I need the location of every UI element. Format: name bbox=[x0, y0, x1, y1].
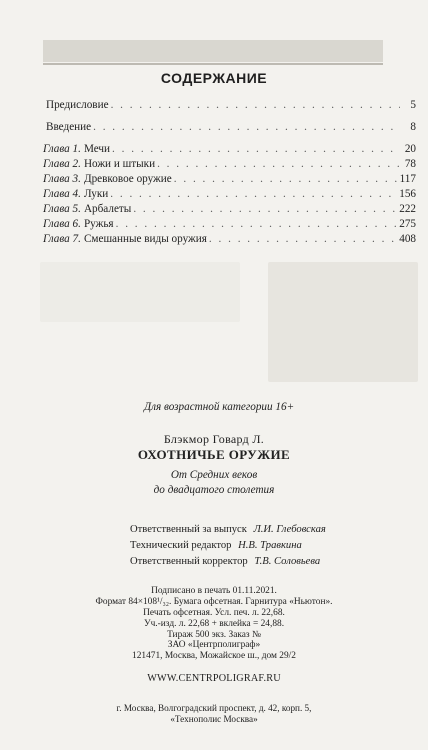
toc-entry bbox=[43, 187, 416, 202]
imprint-line: Печать офсетная. Усл. печ. л. 22,68. bbox=[143, 608, 285, 618]
toc-chapter-number: Глава 6. bbox=[43, 218, 81, 230]
toc-chapter-number: Глава 3. bbox=[43, 173, 81, 185]
credit-name: Н.В. Травкина bbox=[238, 540, 302, 551]
bleed-through-illustration bbox=[268, 262, 418, 382]
publisher-website: WWW.CENTRPOLIGRAF.RU bbox=[147, 673, 281, 684]
toc-entry-title: Ружья bbox=[83, 218, 114, 230]
toc-leader-dots bbox=[110, 187, 397, 202]
toc-leader-dots bbox=[116, 217, 398, 232]
toc-entry bbox=[43, 142, 416, 157]
toc-leader-dots bbox=[157, 157, 400, 172]
toc-leader-dots bbox=[174, 172, 398, 187]
toc-page-number: 408 bbox=[399, 233, 416, 245]
credit-role: Ответственный за выпуск bbox=[130, 524, 247, 535]
toc-entry-title: Мечи bbox=[83, 143, 111, 155]
age-rating: Для возрастной категории 16+ bbox=[144, 401, 295, 413]
toc-chapter-number: Глава 7. bbox=[43, 233, 81, 245]
printer-name: «Технополис Москва» bbox=[170, 714, 258, 724]
toc-chapter-number: Глава 2. bbox=[43, 158, 81, 170]
bleed-through-text-block bbox=[40, 262, 240, 322]
publisher-info bbox=[0, 640, 428, 662]
toc-page-number: 78 bbox=[404, 158, 416, 170]
credit-row bbox=[130, 538, 326, 554]
toc-page-number: 222 bbox=[399, 203, 416, 215]
book-subtitle-line-1: От Средних веков bbox=[170, 469, 258, 481]
toc-leader-dots bbox=[209, 232, 397, 247]
printer-info bbox=[0, 703, 428, 725]
toc-entry-title: Предисловие bbox=[46, 99, 109, 111]
toc-leader-dots bbox=[133, 202, 397, 217]
credit-role: Ответственный корректор bbox=[130, 556, 248, 567]
imprint-line: Подписано в печать 01.11.2021. bbox=[151, 586, 277, 596]
toc-page-number: 5 bbox=[410, 99, 416, 111]
toc-chapter-number: Глава 1. bbox=[43, 143, 81, 155]
toc-entry bbox=[43, 98, 416, 113]
toc-chapter-number: Глава 4. bbox=[43, 188, 81, 200]
publisher-address: 121471, Москва, Можайское ш., дом 29/2 bbox=[132, 651, 296, 661]
credit-row bbox=[130, 522, 326, 538]
toc-entry-title: Арбалеты bbox=[83, 203, 132, 215]
credit-row bbox=[130, 554, 326, 570]
toc-entry bbox=[43, 202, 416, 217]
toc-entry bbox=[43, 172, 416, 187]
toc-leader-dots bbox=[93, 120, 400, 135]
publisher-name: ЗАО «Центрполиграф» bbox=[167, 640, 261, 650]
toc-title: СОДЕРЖАНИЕ bbox=[160, 70, 268, 86]
credit-name: Л.И. Глебовская bbox=[253, 524, 326, 535]
book-subtitle-line-2: до двадцатого столетия bbox=[153, 484, 275, 496]
print-imprint bbox=[0, 586, 428, 641]
toc-page-number: 156 bbox=[399, 188, 416, 200]
imprint-line: Уч.-изд. л. 22,68 + вклейка = 24,88. bbox=[143, 619, 285, 629]
toc-entry-title: Луки bbox=[83, 188, 109, 200]
page-header-band bbox=[43, 40, 383, 62]
toc-entry bbox=[43, 120, 416, 135]
toc-entry bbox=[43, 232, 416, 247]
toc-entry-title: Ножи и штыки bbox=[83, 158, 156, 170]
credit-name: Т.В. Соловьева bbox=[254, 556, 321, 567]
imprint-line: Тираж 500 экз. Заказ № bbox=[167, 630, 261, 640]
toc-entry-title: Смешанные виды оружия bbox=[83, 233, 207, 245]
credit-role: Технический редактор bbox=[130, 540, 232, 551]
toc-leader-dots bbox=[111, 98, 400, 113]
book-title: ОХОТНИЧЬЕ ОРУЖИЕ bbox=[137, 447, 291, 462]
printer-address: г. Москва, Волгоградский проспект, д. 42, корп. 5, bbox=[116, 703, 312, 713]
toc-page-number: 275 bbox=[399, 218, 416, 230]
toc-entry bbox=[43, 157, 416, 172]
toc-entry-title: Введение bbox=[46, 121, 92, 133]
table-of-contents bbox=[43, 98, 416, 247]
toc-page-number: 117 bbox=[399, 173, 416, 185]
toc-entry-title: Древковое оружие bbox=[83, 173, 172, 185]
imprint-line: Формат 84×108¹/₃₂. Бумага офсетная. Гарнитура «Ньютон». bbox=[95, 597, 333, 607]
toc-entry bbox=[43, 217, 416, 232]
toc-page-number: 20 bbox=[404, 143, 416, 155]
toc-leader-dots bbox=[112, 142, 400, 157]
toc-chapter-number: Глава 5. bbox=[43, 203, 81, 215]
book-author: Блэкмор Говард Л. bbox=[163, 432, 265, 446]
toc-page-number: 8 bbox=[410, 121, 416, 133]
editorial-credits bbox=[130, 522, 326, 570]
